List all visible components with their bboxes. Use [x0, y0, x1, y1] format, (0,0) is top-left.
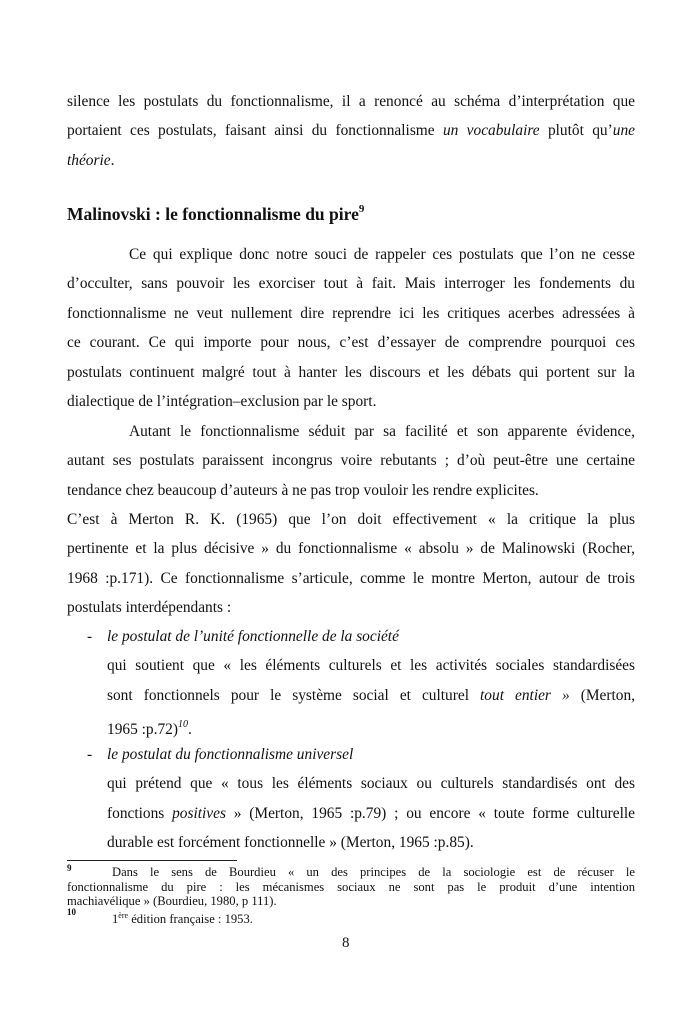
section-heading: Malinovski : le fonctionnalisme du pire$^9$ [67, 203, 365, 224]
paragraph-2 [67, 417, 635, 505]
text-line: autant ses postulats paraissent incongrus voire rebutants ; d’où peut-être une certaine [67, 452, 635, 470]
italic-term: théorie [67, 151, 111, 169]
text-line: théorie. [67, 151, 115, 169]
footnote-ref: 9 [358, 203, 365, 215]
list-item-title: le postulat de l’unité fonctionnelle de la société [107, 628, 399, 645]
list-dash: - [87, 628, 93, 645]
paragraph-1 [67, 240, 635, 416]
italic-term: tout entier » [480, 686, 570, 704]
text-line: qui soutient que « les éléments culturels et les activités sociales standardisées [107, 657, 635, 675]
italic-term: positives [172, 804, 226, 822]
text-line: postulats continuent malgré tout à hanter les discours et les débats qui portent sur la [67, 363, 635, 381]
list-item-body [107, 769, 635, 857]
italic-term: un vocabulaire [442, 122, 540, 140]
text-line: fonctionnalisme ne veut nullement dire reprendre ici les critiques acerbes adressées à [67, 304, 635, 322]
footnote-10 [67, 906, 635, 927]
list-dash: - [87, 746, 93, 763]
text-line: dialectique de l’intégration–exclusion par le sport. [67, 393, 377, 411]
text-line: Ce qui explique donc notre souci de rappeler ces postulats que l’on ne cesse [129, 246, 635, 263]
footnote-number: 10 [67, 906, 76, 917]
text-line: sont fonctionnels pour le système social et culturel tout entier » (Merton, [107, 686, 636, 704]
footnote-ref: 10 [177, 719, 188, 731]
list-item-body [107, 651, 635, 744]
text-line: 1ère édition française : 1953. [112, 910, 253, 926]
text-line: machiavélique » (Bourdieu, 1980, p 111). [67, 894, 277, 909]
text-line: tendance chez beaucoup d’auteurs à ne pas trop vouloir les rendre explicites. [67, 481, 539, 499]
text-line: pertinente et la plus décisive » du fonctionnalisme « absolu » de Malinowski (Rocher, [67, 540, 635, 558]
text-line: fonctions positives » (Merton, 1965 :p.79) ; ou encore « toute forme culturelle [107, 804, 635, 822]
footnote-separator [67, 860, 237, 861]
text-line: durable est forcément fonctionnelle » (Merton, 1965 :p.85). [107, 834, 474, 852]
footnotes [67, 865, 635, 926]
intro-paragraph [67, 87, 635, 175]
footnote-9 [67, 865, 635, 909]
text-line: ce courant. Ce qui importe pour nous, c’est d’essayer de comprendre pourquoi ces [67, 334, 635, 352]
page-number: 8 [342, 935, 350, 951]
text-line: fonctionnalisme du pire : les mécanismes sociaux ne sont pas le produit d’une intention [67, 879, 635, 894]
text-line: Dans le sens de Bourdieu « un des principes de la sociologie est de récuser le [112, 865, 635, 879]
footnote-number: 9 [67, 863, 72, 873]
text-line: silence les postulats du fonctionnalisme, il a renoncé au schéma d’interprétation que [67, 93, 635, 110]
text-line: qui prétend que « tous les éléments sociaux ou culturels standardisés ont des [107, 775, 635, 793]
text-line: portaient ces postulats, faisant ainsi du fonctionnalisme un vocabulaire plutôt qu’une [67, 122, 635, 140]
text-line: 1965 :p.72)$^{10}$. [107, 719, 192, 739]
text-line: 1968 :p.171). Ce fonctionnalisme s’articule, comme le montre Merton, autour de trois [67, 569, 635, 587]
paragraph-3 [67, 505, 635, 623]
text-line: Autant le fonctionnalisme séduit par sa facilité et son apparente évidence, [129, 423, 635, 440]
list-item-title: le postulat du fonctionnalisme universel [107, 746, 354, 763]
italic-term: une [612, 122, 635, 140]
text-line: postulats interdépendants : [67, 599, 232, 617]
text-line: d’occulter, sans pouvoir les exorciser tout à fait. Mais interroger les fondements du [67, 275, 635, 293]
text-line: C’est à Merton R. K. (1965) que l’on doit effectivement « la critique la plus [67, 511, 635, 528]
